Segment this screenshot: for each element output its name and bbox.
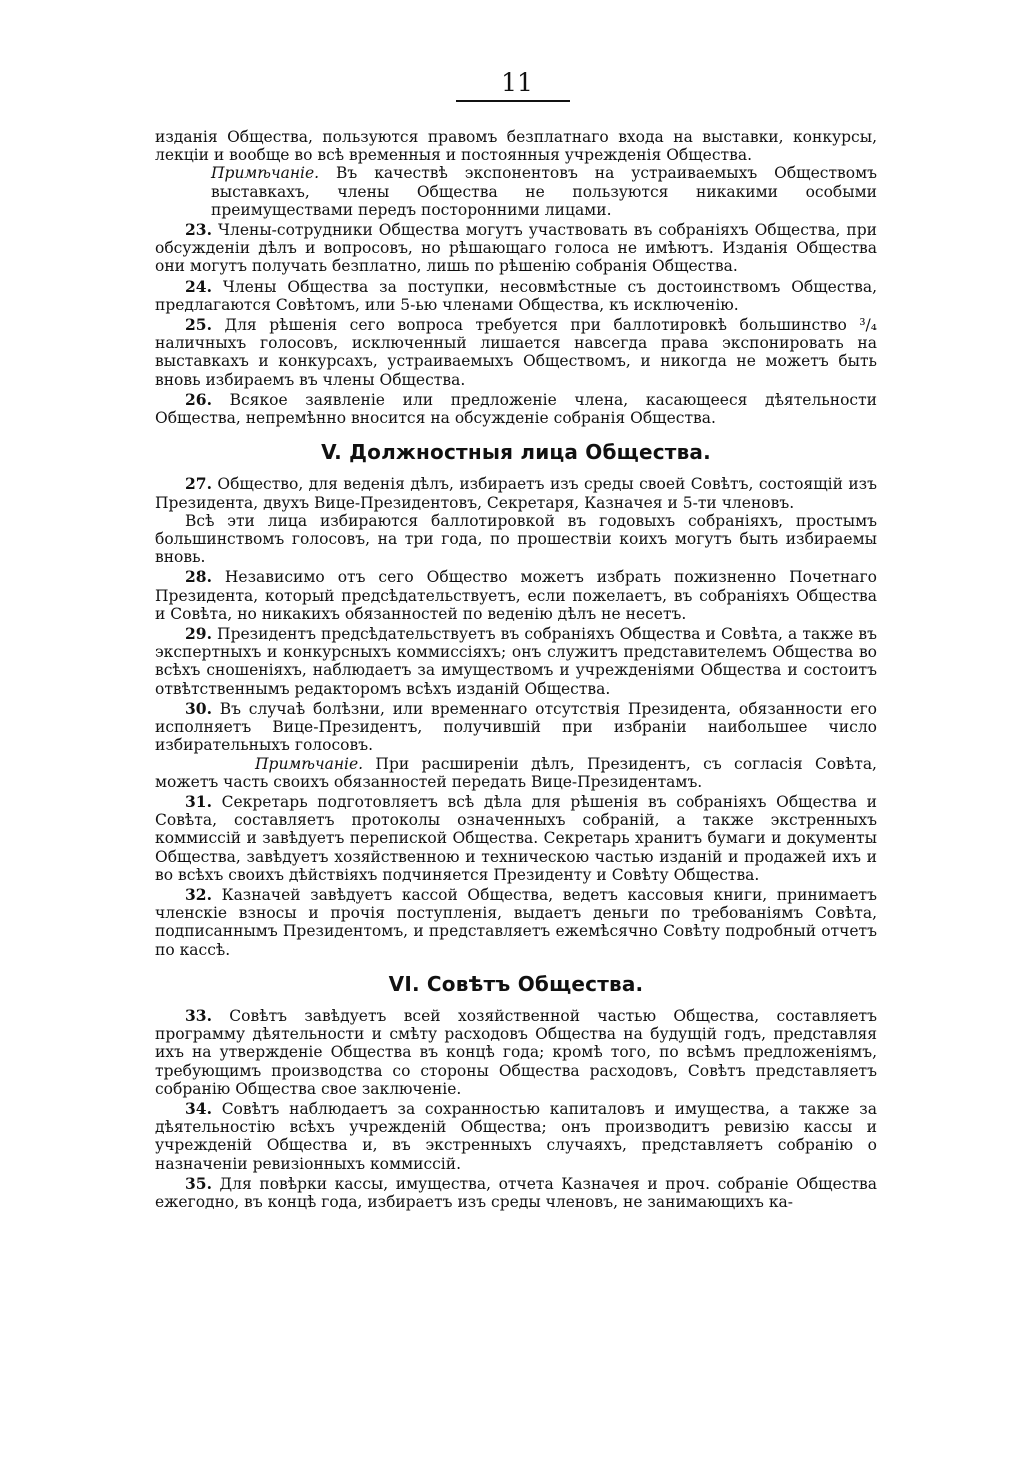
paragraph-34 — [155, 1100, 877, 1173]
paragraph-text: Всякое заявленіе или предложеніе члена, касающееся дѣятельности Общества, непремѣнно вносится на обсужденіе собранія Общества. — [155, 390, 877, 428]
paragraph-28 — [155, 568, 877, 623]
paragraph-number: 32. — [185, 884, 212, 904]
note-text: Въ качествѣ экспонентовъ на устраиваемыхъ Обществомъ выставкахъ, члены Общества не пользуются никакими особыми преимуществами передъ посторонними лицами. — [211, 164, 877, 219]
paragraph-number: 24. — [185, 276, 212, 296]
paragraph-text: Президентъ предсѣдательствуетъ въ собраніяхъ Общества и Совѣта, а также въ экспертныхъ и конкурсныхъ коммиссіяхъ; онъ служитъ представителемъ Общества во всѣхъ сношеніяхъ, наблюдаетъ за имуществомъ и учрежденіями Общества и состоитъ отвѣтственнымъ редакторомъ всѣхъ изданій Общества. — [155, 625, 877, 698]
paragraph-25 — [155, 316, 877, 389]
paragraph-text: Въ случаѣ болѣзни, или временнаго отсутствія Президента, обязанности его исполняетъ Вице-Президентъ, получившій при избраніи наибольшее число избирательныхъ голосовъ. — [155, 699, 877, 755]
intro-paragraph: изданія Общества, пользуются правомъ безплатнаго входа на выставки, конкурсы, лекціи и вообще во всѣ временныя и постоянныя учрежденія Общества. — [155, 128, 877, 165]
page-number: 11 — [501, 68, 533, 97]
paragraph-number: 30. — [185, 698, 212, 718]
page-number-rule — [456, 100, 570, 102]
paragraph-33 — [155, 1007, 877, 1098]
paragraph-text: Независимо отъ сего Общество можетъ избрать пожизненно Почетнаго Президента, который предсѣдательствуетъ, если пожелаетъ, въ собраніяхъ Общества и Совѣта, но никакихъ обязанностей по веденію дѣлъ не несетъ. — [155, 568, 877, 623]
paragraph-32 — [155, 886, 877, 959]
note-paragraph — [155, 164, 877, 219]
paragraph-number: 27. — [185, 474, 212, 494]
paragraph-23 — [155, 221, 877, 276]
paragraph-number: 35. — [185, 1173, 212, 1193]
paragraph-number: 23. — [185, 220, 212, 240]
section-heading-v: V. Должностныя лица Общества. — [321, 440, 711, 465]
page-body — [155, 128, 877, 1211]
paragraph-number: 25. — [185, 315, 212, 335]
paragraph-text: Общество, для веденія дѣлъ, избираетъ изъ среды своей Совѣтъ, состоящій изъ Президента, двухъ Вице-Президентовъ, Секретаря, Казначея и 5-ти членовъ. — [155, 475, 877, 512]
paragraph-27 — [155, 475, 877, 511]
paragraph-number: 28. — [185, 567, 212, 587]
note-label: Примѣчаніе. — [211, 164, 320, 183]
paragraph-number: 29. — [185, 624, 212, 644]
paragraph-text: Члены Общества за поступки, несовмѣстные съ достоинствомъ Общества, предлагаются Совѣтомъ, или 5-ью членами Общества, къ исключенію. — [155, 277, 877, 314]
section-heading-vi: VI. Совѣтъ Общества. — [388, 971, 644, 996]
paragraph-text: Для рѣшенія сего вопроса требуется при баллотировкѣ большинство ³/₄ наличныхъ голосовъ, исключенный лишается навсегда права экспонировать на выставкахъ и конкурсахъ, устраиваемыхъ Обществомъ, и никогда не можетъ быть вновь избираемъ въ члены Общества. — [155, 316, 877, 389]
paragraph-text: Для повѣрки кассы, имущества, отчета Казначея и проч. собраніе Общества ежегодно, въ концѣ года, избираетъ изъ среды членовъ, не занимающихъ ка- — [155, 1174, 877, 1211]
paragraph-text: Казначей завѣдуетъ кассой Общества, ведетъ кассовыя книги, принимаетъ членскіе взносы и прочія поступленія, выдаетъ деньги по требованіямъ Совѣта, подписаннымъ Президентомъ, и представляетъ ежемѣсячно Совѣту подробный отчетъ по кассѣ. — [155, 885, 877, 959]
paragraph-27-continued — [155, 512, 877, 567]
paragraph-text: Совѣтъ наблюдаетъ за сохранностью капиталовъ и имущества, а также за дѣятельностію всѣхъ учрежденій Общества; онъ производитъ ревизію кассы и учрежденій Общества и, въ экстренныхъ случаяхъ, представляетъ собранію о назначеніи ревизіонныхъ коммиссій. — [155, 1099, 877, 1173]
paragraph-text: Секретарь подготовляетъ всѣ дѣла для рѣшенія въ собраніяхъ Общества и Совѣта, составляетъ протоколы означенныхъ собраній, а также экстренныхъ коммиссій и завѣдуетъ перепиской Общества. Секретарь хранитъ бумаги и документы Общества, завѣдуетъ хозяйственною и техническою частью изданій и продажей ихъ и во всѣхъ своихъ дѣйствіяхъ подчиняется Президенту и Совѣту Общества. — [155, 792, 877, 884]
paragraph-26 — [155, 391, 877, 427]
paragraph-text: Члены-сотрудники Общества могутъ участвовать въ собраніяхъ Общества, при обсужденіи дѣлъ и вопросовъ, но рѣшающаго голоса не имѣютъ. Изданія Общества они могутъ получать безплатно, лишь по рѣшенію собранія Общества. — [155, 221, 877, 276]
paragraph-30 — [155, 700, 877, 755]
paragraph-number: 33. — [185, 1005, 212, 1025]
paragraph-35 — [155, 1175, 877, 1211]
paragraph-text: Всѣ эти лица избираются баллотировкой въ годовыхъ собраніяхъ, простымъ большинствомъ голосовъ, на три года, по прошествіи коихъ могутъ быть избираемы вновь. — [155, 511, 877, 567]
paragraph-24 — [155, 278, 877, 314]
paragraph-text: Совѣтъ завѣдуетъ всей хозяйственной частью Общества, составляетъ программу дѣятельности и смѣту расходовъ Общества на будущій годъ, представляя ихъ на утвержденіе Общества въ концѣ года; кромѣ того, по всѣмъ предложеніямъ, требующимъ производства со стороны Общества расходовъ, Совѣтъ представляетъ собранію Общества свое заключеніе. — [155, 1006, 877, 1098]
paragraph-number: 34. — [185, 1098, 212, 1118]
paragraph-number: 31. — [185, 791, 212, 811]
note-paragraph-2 — [155, 755, 877, 791]
paragraph-31 — [155, 793, 877, 884]
note-text: При расширеніи дѣлъ, Президентъ, съ согласія Совѣта, можетъ часть своихъ обязанностей передать Вице-Президентамъ. — [155, 754, 877, 791]
note-label: Примѣчаніе. — [255, 754, 364, 773]
paragraph-29 — [155, 625, 877, 698]
paragraph-number: 26. — [185, 389, 212, 409]
